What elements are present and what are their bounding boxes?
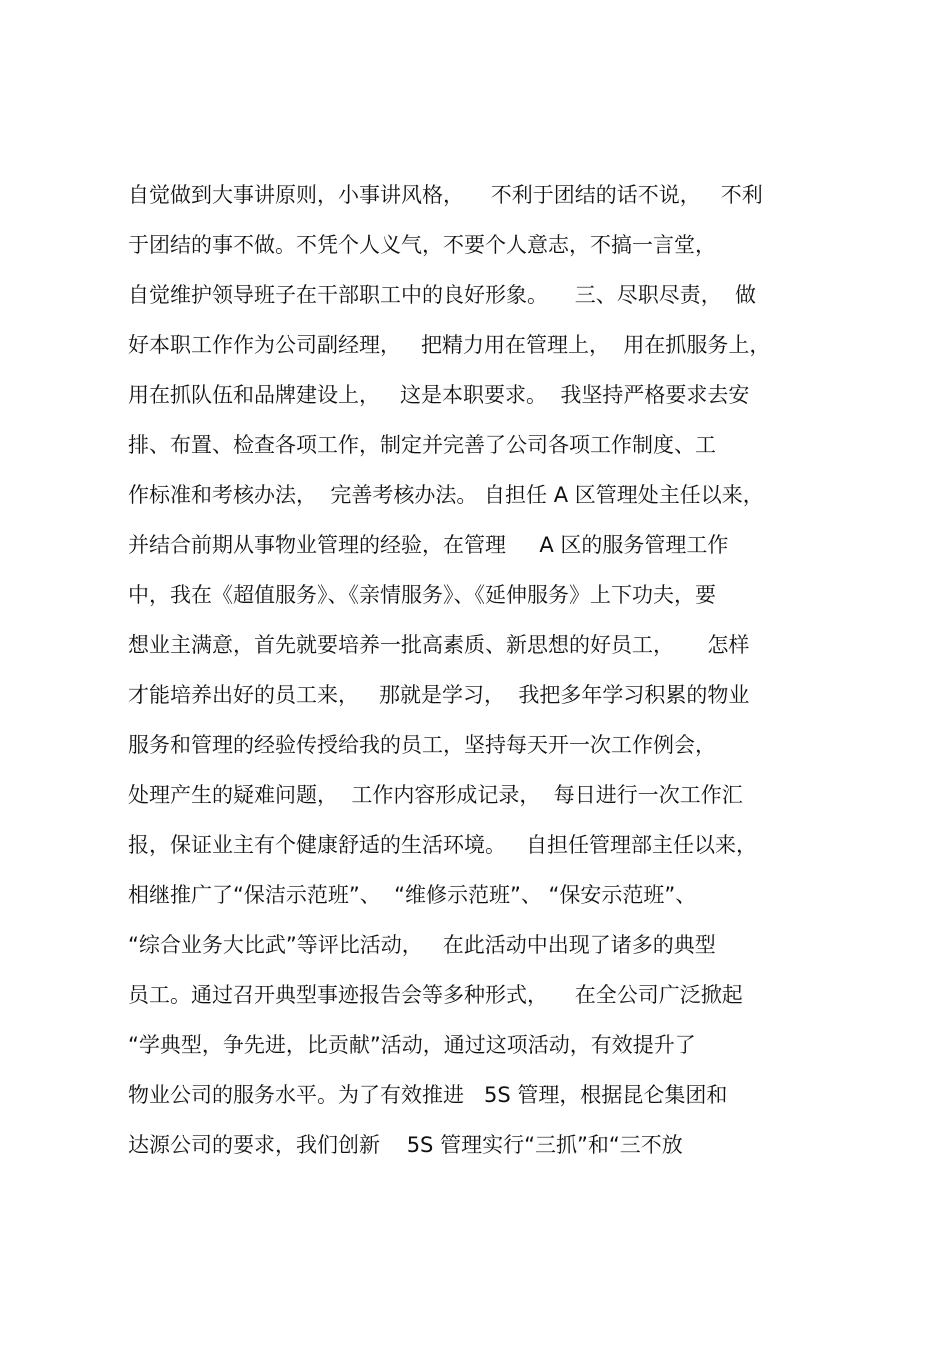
- text-line: “学典型，争先进，比贡献”活动，通过这项活动，有效提升了: [128, 1033, 696, 1057]
- text-line: 员工。通过召开典型事迹报告会等多种形式， 在全公司广泛掀起: [128, 983, 743, 1007]
- text-line: 中，我在《超值服务》、《亲情服务》、《延伸服务》上下功夫，要: [128, 583, 716, 607]
- text-line: 排、布置、检查各项工作，制定并完善了公司各项工作制度、工: [128, 433, 716, 457]
- text-line: 才能培养出好的员工来， 那就是学习， 我把多年学习积累的物业: [128, 683, 750, 707]
- text-line: 想业主满意，首先就要培养一批高素质、新思想的好员工， 怎样: [128, 633, 750, 657]
- text-line: 相继推广了“保洁示范班”、 “维修示范班”、 “保安示范班”、: [128, 883, 697, 907]
- text-line: 好本职工作作为公司副经理， 把精力用在管理上， 用在抓服务上，: [128, 333, 771, 357]
- body-text: [128, 173, 838, 1173]
- text-line: 自觉做到大事讲原则，小事讲风格， 不利于团结的话不说， 不利: [128, 183, 763, 207]
- text-line: 报，保证业主有个健康舒适的生活环境。 自担任管理部主任以来，: [128, 833, 758, 857]
- text-line: 自觉维护领导班子在干部职工中的良好形象。 三、尽职尽责， 做: [128, 283, 757, 307]
- text-line: “综合业务大比武”等评比活动， 在此活动中出现了诸多的典型: [128, 933, 716, 957]
- text-line: 物业公司的服务水平。为了有效推进 5S 管理，根据昆仑集团和: [128, 1083, 728, 1107]
- text-line: 处理产生的疑难问题， 工作内容形成记录， 每日进行一次工作汇: [128, 783, 743, 807]
- text-line: 作标准和考核办法， 完善考核办法。 自担任 A 区管理处主任以来，: [128, 483, 764, 507]
- text-line: 于团结的事不做。不凭个人义气，不要个人意志，不搞一言堂，: [128, 233, 716, 257]
- text-line: 并结合前期从事物业管理的经验，在管理 A 区的服务管理工作: [128, 533, 729, 557]
- text-line: 服务和管理的经验传授给我的员工，坚持每天开一次工作例会，: [128, 733, 716, 757]
- text-line: 达源公司的要求，我们创新 5S 管理实行“三抓”和“三不放: [128, 1133, 683, 1157]
- text-line: 用在抓队伍和品牌建设上， 这是本职要求。 我坚持严格要求去安: [128, 383, 750, 407]
